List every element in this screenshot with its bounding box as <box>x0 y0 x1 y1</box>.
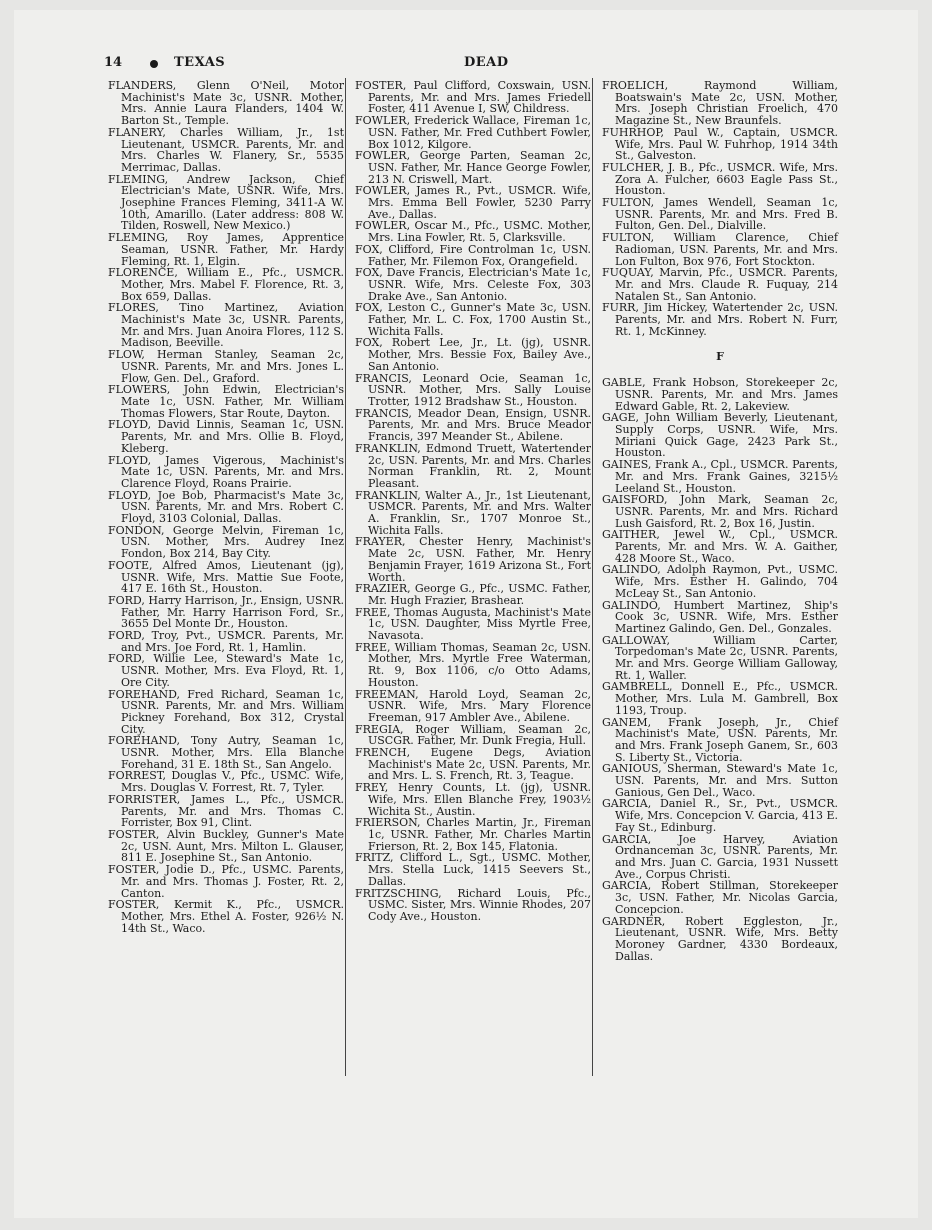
casualty-entry: FOWLER, Frederick Wallace, Fireman 1c, USN. Father, Mr. Fred Cuthbert Fowler, Box 1012, Kilgore. <box>355 114 591 151</box>
casualty-entry: GARCIA, Daniel R., Sr., Pvt., USMCR. Wife, Mrs. Concepcion V. Garcia, 413 E. Fay St., Edinburg. <box>602 797 838 834</box>
casualty-entry: FLOYD, Joe Bob, Pharmacist's Mate 3c, USN. Parents, Mr. and Mrs. Robert C. Floyd, 3103 Colonial, Dallas. <box>108 488 344 526</box>
page-number: 14 <box>104 55 123 70</box>
casualty-entry: GARCIA, Robert Stillman, Storekeeper 3c, USN. Father, Mr. Nicolas Garcia, Concepcion. <box>602 879 838 916</box>
casualty-entry: GAMBRELL, Donnell E., Pfc., USMCR. Mother, Mrs. Lula M. Gambrell, Box 1193, Troup. <box>602 680 838 717</box>
casualty-entry: GALINDO, Adolph Raymon, Pvt., USMC. Wife, Mrs. Esther H. Galindo, 704 McLeay St., San Antonio. <box>602 563 838 600</box>
casualty-entry: FULTON, James Wendell, Seaman 1c, USNR. Parents, Mr. and Mrs. Fred B. Fulton, Gen. Del., Dialville. <box>602 196 838 233</box>
column-divider <box>592 78 593 1076</box>
casualty-entry: FORD, Willie Lee, Steward's Mate 1c, USNR. Mother, Mrs. Eva Floyd, Rt. 1, Ore City. <box>108 652 344 689</box>
casualty-entry: FOSTER, Alvin Buckley, Gunner's Mate 2c, USN. Aunt, Mrs. Milton L. Glauser, 811 E. Josephine St., San Antonio. <box>108 828 344 865</box>
casualty-entry: FLANDERS, Glenn O'Neil, Motor Machinist's Mate 3c, USNR. Mother, Mrs. Annie Laura Flanders, 1404 W. Barton St., Temple. <box>108 79 344 128</box>
casualty-entry: FOSTER, Paul Clifford, Coxswain, USN. Parents, Mr. and Mrs. James Friedell Foster, 411 Avenue I, SW, Childress. <box>355 79 591 116</box>
column-2 <box>355 80 591 923</box>
casualty-entry: FOREHAND, Fred Richard, Seaman 1c, USNR. Parents, Mr. and Mrs. William Pickney Forehand, Box 312, Crystal City. <box>108 687 344 736</box>
casualty-entry: FLORENCE, William E., Pfc., USMCR. Mother, Mrs. Mabel F. Florence, Rt. 3, Box 659, Dallas. <box>108 266 344 303</box>
casualty-entry: FRITZSCHING, Richard Louis, Pfc., USMC. Sister, Mrs. Winnie Rhodes, 207 Cody Ave., Houston. <box>355 886 591 923</box>
casualty-entry: FREE, Thomas Augusta, Machinist's Mate 1c, USN. Daughter, Miss Myrtle Free, Navasota. <box>355 605 591 643</box>
casualty-entry: GANEM, Frank Joseph, Jr., Chief Machinist's Mate, USN. Parents, Mr. and Mrs. Frank Joseph Ganem, Sr., 603 S. Liberty St., Victoria. <box>602 715 838 764</box>
casualty-entry: GAGE, John William Beverly, Lieutenant, Supply Corps, USNR. Wife, Mrs. Miriani Quick Gage, 2423 Park St., Houston. <box>602 411 838 460</box>
casualty-entry: FROELICH, Raymond William, Boatswain's Mate 2c, USN. Mother, Mrs. Joseph Christian Froelich, 470 Magazine St., New Braunfels. <box>602 79 838 128</box>
casualty-entry: GAINES, Frank A., Cpl., USMCR. Parents, Mr. and Mrs. Frank Gaines, 3215½ Leeland St., Houston. <box>602 458 838 495</box>
casualty-entry: GARDNER, Robert Eggleston, Jr., Lieutenant, USNR. Wife, Mrs. Betty Moroney Gardner, 4330 Bordeaux, Dallas. <box>602 914 838 963</box>
casualty-entry: GALINDO, Humbert Martinez, Ship's Cook 3c, USNR. Wife, Mrs. Esther Martinez Galindo, Gen. Del., Gonzales. <box>602 598 838 635</box>
casualty-entry: FORD, Troy, Pvt., USMCR. Parents, Mr. and Mrs. Joe Ford, Rt. 1, Hamlin. <box>108 629 344 654</box>
casualty-entry: FREE, William Thomas, Seaman 2c, USN. Mother, Mrs. Myrtle Free Waterman, Rt. 9, Box 1106, c/o Otto Adams, Houston. <box>355 640 591 689</box>
casualty-entry: FOX, Leston C., Gunner's Mate 3c, USN. Father, Mr. L. C. Fox, 1700 Austin St., Wichita Falls. <box>355 301 591 338</box>
casualty-entry: FLOWERS, John Edwin, Electrician's Mate 1c, USN. Father, Mr. William Thomas Flowers, Star Route, Dayton. <box>108 383 344 420</box>
casualty-entry: GANIOUS, Sherman, Steward's Mate 1c, USN. Parents, Mr. and Mrs. Sutton Ganious, Gen Del., Waco. <box>602 762 838 799</box>
page-header <box>104 52 856 74</box>
bullet-icon <box>150 60 158 68</box>
column-divider <box>345 78 346 1076</box>
casualty-entry: FOSTER, Kermit K., Pfc., USMCR. Mother, Mrs. Ethel A. Foster, 926½ N. 14th St., Waco. <box>108 898 344 935</box>
casualty-entry: FREEMAN, Harold Loyd, Seaman 2c, USNR. Wife, Mrs. Mary Florence Freeman, 917 Ambler Ave., Abilene. <box>355 687 591 724</box>
casualty-entry: GAITHER, Jewel W., Cpl., USMCR. Parents, Mr. and Mrs. W. A. Gaither, 428 Moore St., Waco. <box>602 528 838 565</box>
casualty-entry: FUQUAY, Marvin, Pfc., USMCR. Parents, Mr. and Mrs. Claude R. Fuquay, 214 Natalen St., San Antonio. <box>602 266 838 303</box>
casualty-entry: FLOW, Herman Stanley, Seaman 2c, USNR. Parents, Mr. and Mrs. Jones L. Flow, Gen. Del., Graford. <box>108 348 344 385</box>
casualty-entry: FRENCH, Eugene Degs, Aviation Machinist's Mate 2c, USN. Parents, Mr. and Mrs. L. S. French, Rt. 3, Teague. <box>355 746 591 783</box>
casualty-entry: GALLOWAY, William Carter, Torpedoman's Mate 2c, USNR. Parents, Mr. and Mrs. George William Galloway, Rt. 1, Waller. <box>602 633 838 682</box>
casualty-entry: FRANCIS, Leonard Ocie, Seaman 1c, USNR. Mother, Mrs. Sally Louise Trotter, 1912 Bradshaw St., Houston. <box>355 371 591 408</box>
casualty-entry: FOX, Clifford, Fire Controlman 1c, USN. Father, Mr. Filemon Fox, Orangefield. <box>355 242 591 268</box>
casualty-entry: FLEMING, Andrew Jackson, Chief Electrician's Mate, USNR. Wife, Mrs. Josephine Frances Fleming, 3411-A W. 10th, Amarillo. (Later address: 808 W. Tilden, Roswell, New Mexico.) <box>108 172 344 233</box>
casualty-entry: FORD, Harry Harrison, Jr., Ensign, USNR. Father, Mr. Harry Harrison Ford, Sr., 3655 Del Monte Dr., Houston. <box>108 593 344 631</box>
casualty-entry: FULCHER, J. B., Pfc., USMCR. Wife, Mrs. Zora A. Fulcher, 6603 Eagle Pass St., Houston. <box>602 160 838 198</box>
casualty-entry: FUHRHOP, Paul W., Captain, USMCR. Wife, Mrs. Paul W. Fuhrhop, 1914 34th St., Galveston. <box>602 125 838 163</box>
casualty-entry: FLOYD, David Linnis, Seaman 1c, USN. Parents, Mr. and Mrs. Ollie B. Floyd, Kleberg. <box>108 418 344 455</box>
section-title: DEAD <box>464 55 509 70</box>
casualty-entry: FONDON, George Melvin, Fireman 1c, USN. Mother, Mrs. Audrey Inez Fondon, Box 214, Bay City. <box>108 523 344 561</box>
casualty-entry: FOX, Robert Lee, Jr., Lt. (jg), USNR. Mother, Mrs. Bessie Fox, Bailey Ave., San Antonio. <box>355 336 591 373</box>
casualty-entry: FOX, Dave Francis, Electrician's Mate 1c, USNR. Wife, Mrs. Celeste Fox, 303 Drake Ave., San Antonio. <box>355 266 591 303</box>
casualty-entry: FRANKLIN, Edmond Truett, Watertender 2c, USN. Parents, Mr. and Mrs. Charles Norman Franklin, Rt. 2, Mount Pleasant. <box>355 441 591 490</box>
casualty-entry: FRITZ, Clifford L., Sgt., USMC. Mother, Mrs. Stella Luck, 1415 Seevers St., Dallas. <box>355 851 591 888</box>
section-letter: F <box>716 350 724 364</box>
casualty-entry: FOWLER, George Parten, Seaman 2c, USN. Father, Mr. Hance George Fowler, 213 N. Criswell, Mart. <box>355 149 591 186</box>
casualty-entry: FRANKLIN, Walter A., Jr., 1st Lieutenant, USMCR. Parents, Mr. and Mrs. Walter A. Franklin, Sr., 1707 Monroe St., Wichita Falls. <box>355 488 591 537</box>
casualty-entry: FREY, Henry Counts, Lt. (jg), USNR. Wife, Mrs. Ellen Blanche Frey, 1903½ Wichita St., Austin. <box>355 781 591 818</box>
casualty-entry: FOREHAND, Tony Autry, Seaman 1c, USNR. Mother, Mrs. Ella Blanche Forehand, 31 E. 18th St., San Angelo. <box>108 734 344 771</box>
casualty-entry: FORREST, Douglas V., Pfc., USMC. Wife, Mrs. Douglas V. Forrest, Rt. 7, Tyler. <box>108 769 344 795</box>
casualty-entry: FRAYER, Chester Henry, Machinist's Mate 2c, USN. Father, Mr. Henry Benjamin Frayer, 1619 Arizona St., Fort Worth. <box>355 535 591 584</box>
casualty-entry: FORRISTER, James L., Pfc., USMCR. Parents, Mr. and Mrs. Thomas C. Forrister, Box 91, Clint. <box>108 792 344 830</box>
casualty-entry: FOWLER, Oscar M., Pfc., USMC. Mother, Mrs. Lina Fowler, Rt. 5, Clarksville. <box>355 219 591 245</box>
casualty-entry: FOWLER, James R., Pvt., USMCR. Wife, Mrs. Emma Bell Fowler, 5230 Parry Ave., Dallas. <box>355 184 591 221</box>
casualty-entry: FRAZIER, George G., Pfc., USMC. Father, Mr. Hugh Frazier, Brashear. <box>355 582 591 607</box>
casualty-entry: GABLE, Frank Hobson, Storekeeper 2c, USNR. Parents, Mr. and Mrs. James Edward Gable, Rt. 2, Lakeview. <box>602 376 838 413</box>
casualty-entry: GARCIA, Joe Harvey, Aviation Ordnanceman 3c, USNR. Parents, Mr. and Mrs. Juan C. Garcia, 1931 Nussett Ave., Corpus Christi. <box>602 832 838 881</box>
casualty-entry: FOOTE, Alfred Amos, Lieutenant (jg), USNR. Wife, Mrs. Mattie Sue Foote, 417 E. 16th St., Houston. <box>108 558 344 596</box>
column-3 <box>602 80 838 962</box>
casualty-entry: FLOYD, James Vigerous, Machinist's Mate 1c, USN. Parents, Mr. and Mrs. Clarence Floyd, Roans Prairie. <box>108 453 344 490</box>
casualty-entry: FLORES, Tino Martinez, Aviation Machinist's Mate 3c, USNR. Parents, Mr. and Mrs. Juan Anoira Flores, 112 S. Madison, Beeville. <box>108 301 344 350</box>
state-title: TEXAS <box>174 55 226 70</box>
casualty-entry: FLANERY, Charles William, Jr., 1st Lieutenant, USMCR. Parents, Mr. and Mrs. Charles W. Flanery, Sr., 5535 Merrimac, Dallas. <box>108 125 344 174</box>
casualty-entry: GAISFORD, John Mark, Seaman 2c, USNR. Parents, Mr. and Mrs. Richard Lush Gaisford, Rt. 2, Box 16, Justin. <box>602 493 838 530</box>
casualty-entry: FOSTER, Jodie D., Pfc., USMC. Parents, Mr. and Mrs. Thomas J. Foster, Rt. 2, Canton. <box>108 863 344 900</box>
casualty-entry: FLEMING, Roy James, Apprentice Seaman, USNR. Father, Mr. Hardy Fleming, Rt. 1, Elgin. <box>108 231 344 268</box>
casualty-entry: FRIERSON, Charles Martin, Jr., Fireman 1c, USNR. Father, Mr. Charles Martin Frierson, Rt. 2, Box 145, Flatonia. <box>355 816 591 853</box>
casualty-entry: FULTON, William Clarence, Chief Radioman, USN. Parents, Mr. and Mrs. Lon Fulton, Box 976, Fort Stockton. <box>602 231 838 268</box>
casualty-entry: FURR, Jim Hickey, Watertender 2c, USN. Parents, Mr. and Mrs. Robert N. Furr, Rt. 1, McKinney. <box>602 301 838 338</box>
column-1 <box>108 80 344 934</box>
casualty-entry: FREGIA, Roger William, Seaman 2c, USCGR. Father, Mr. Dunk Fregia, Hull. <box>355 722 591 748</box>
casualty-entry: FRANCIS, Meador Dean, Ensign, USNR. Parents, Mr. and Mrs. Bruce Meador Francis, 397 Meander St., Abilene. <box>355 406 591 444</box>
